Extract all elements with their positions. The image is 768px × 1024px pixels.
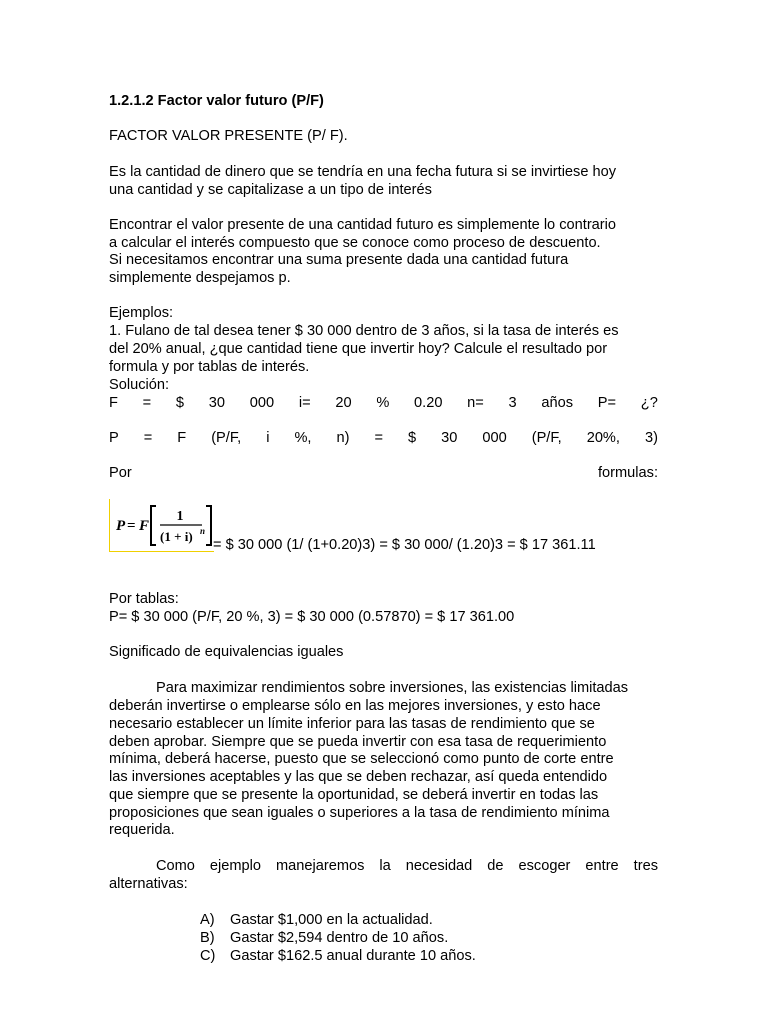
setup-token: = — [374, 430, 383, 446]
text-line: Encontrar el valor presente de una cantidad futuro es simplemente lo contrario — [109, 217, 617, 233]
given-token: $ — [175, 395, 185, 411]
text-line: a calcular el interés compuesto que se conoce como proceso de descuento. — [109, 235, 601, 251]
text-line: alternativas: — [109, 876, 188, 892]
present-value-formula — [109, 499, 214, 552]
text-line-content: Como ejemplo manejaremos la necesidad de escoger entre tres — [156, 858, 658, 874]
list-marker: A) — [200, 912, 215, 928]
setup-token: P — [109, 430, 119, 446]
text-line: formula y por tablas de interés. — [109, 359, 310, 375]
section-heading: 1.2.1.2 Factor valor futuro (P/F) — [109, 93, 324, 109]
text-line: 1. Fulano de tal desea tener $ 30 000 dentro de 3 años, si la tasa de interés es — [109, 323, 619, 339]
given-token: = — [142, 395, 152, 411]
list-text: Gastar $162.5 anual durante 10 años. — [230, 948, 476, 964]
setup-token: (P/F, — [531, 430, 562, 446]
formula-result: = $ 30 000 (1/ (1+0.20)3) = $ 30 000/ (1.20)3 = $ 17 361.11 — [213, 537, 596, 553]
tables-result: P= $ 30 000 (P/F, 20 %, 3) = $ 30 000 (0.57870) = $ 17 361.00 — [109, 609, 515, 625]
setup-token: n) — [336, 430, 350, 446]
setup-token: 20%, — [586, 430, 620, 446]
given-token: P= — [597, 395, 617, 411]
text-line: una cantidad y se capitalizase a un tipo de interés — [109, 182, 432, 198]
given-token: 20 — [335, 395, 352, 411]
list-item — [200, 911, 433, 929]
text-line: requerida. — [109, 822, 175, 838]
text-line: Si necesitamos encontrar una suma presente dada una cantidad futura — [109, 252, 569, 268]
text-line: deben aprobar. Siempre que se pueda invertir con esa tasa de requerimiento — [109, 734, 607, 750]
given-token: 0.20 — [414, 395, 443, 411]
por-formulas-row — [109, 464, 658, 482]
formula-lhs: P — [116, 518, 126, 534]
formula-graphic — [110, 499, 214, 551]
section-subtitle: FACTOR VALOR PRESENTE (P/ F). — [109, 128, 348, 144]
list-marker: C) — [200, 948, 216, 964]
formulas-label: formulas: — [597, 465, 658, 481]
given-token: n= — [467, 395, 484, 411]
text-line: Para maximizar rendimientos sobre inversiones, las existencias limitadas — [156, 680, 629, 696]
solution-label: Solución: — [109, 377, 170, 393]
text-line: simplemente despejamos p. — [109, 270, 291, 286]
formula-numerator: 1 — [176, 509, 184, 524]
given-token: años — [541, 395, 574, 411]
given-token: 30 — [208, 395, 226, 411]
setup-token: F — [177, 430, 187, 446]
text-line: que siempre que se presente la oportunidad, se deberá invertir en todas las — [109, 787, 599, 803]
given-token: F — [109, 395, 118, 411]
given-token: 3 — [508, 395, 517, 411]
list-item — [200, 947, 476, 965]
setup-token: 000 — [482, 430, 507, 446]
left-bracket — [151, 506, 156, 545]
given-values-row — [109, 394, 658, 412]
given-token: i= — [298, 395, 311, 411]
setup-token: (P/F, — [211, 430, 242, 446]
text-line: proposiciones que sean iguales o superiores a la tasa de rendimiento mínima — [109, 805, 610, 821]
text-line: necesario establecer un límite inferior para las tasas de rendimiento que se — [109, 716, 595, 732]
formula-factor: F — [139, 518, 150, 534]
examples-label: Ejemplos: — [109, 305, 174, 321]
setup-equation-row — [109, 429, 658, 447]
tables-label: Por tablas: — [109, 591, 179, 607]
setup-token: = — [143, 430, 153, 446]
text-line: del 20% anual, ¿que cantidad tiene que invertir hoy? Calcule el resultado por — [109, 341, 608, 357]
text-line: las inversiones aceptables y las que se deben rechazar, así queda entendido — [109, 769, 608, 785]
list-item — [200, 929, 448, 947]
given-token: % — [376, 395, 390, 411]
setup-token: 3) — [644, 430, 658, 446]
text-line: deberán invertirse o emplearse sólo en las mejores inversiones, y esto hace — [109, 698, 601, 714]
list-marker: B) — [200, 930, 215, 946]
formula-equals: = — [127, 518, 136, 534]
given-token: 000 — [249, 395, 275, 411]
text-line: Es la cantidad de dinero que se tendría en una fecha futura si se invirtiese hoy — [109, 164, 617, 180]
right-bracket — [206, 506, 211, 545]
text-line — [109, 857, 658, 875]
text-line: mínima, deberá hacerse, puesto que se seleccionó como punto de corte entre — [109, 751, 614, 767]
setup-token: %, — [294, 430, 312, 446]
setup-token: i — [266, 430, 270, 446]
formula-denominator: (1 + i) — [160, 529, 193, 544]
setup-token: $ — [407, 430, 417, 446]
setup-token: 30 — [441, 430, 458, 446]
given-token: ¿? — [640, 395, 658, 411]
list-text: Gastar $1,000 en la actualidad. — [230, 912, 433, 928]
por-label: Por — [109, 465, 132, 481]
section2-title: Significado de equivalencias iguales — [109, 644, 344, 660]
formula-exponent: n — [200, 526, 206, 536]
list-text: Gastar $2,594 dentro de 10 años. — [230, 930, 449, 946]
